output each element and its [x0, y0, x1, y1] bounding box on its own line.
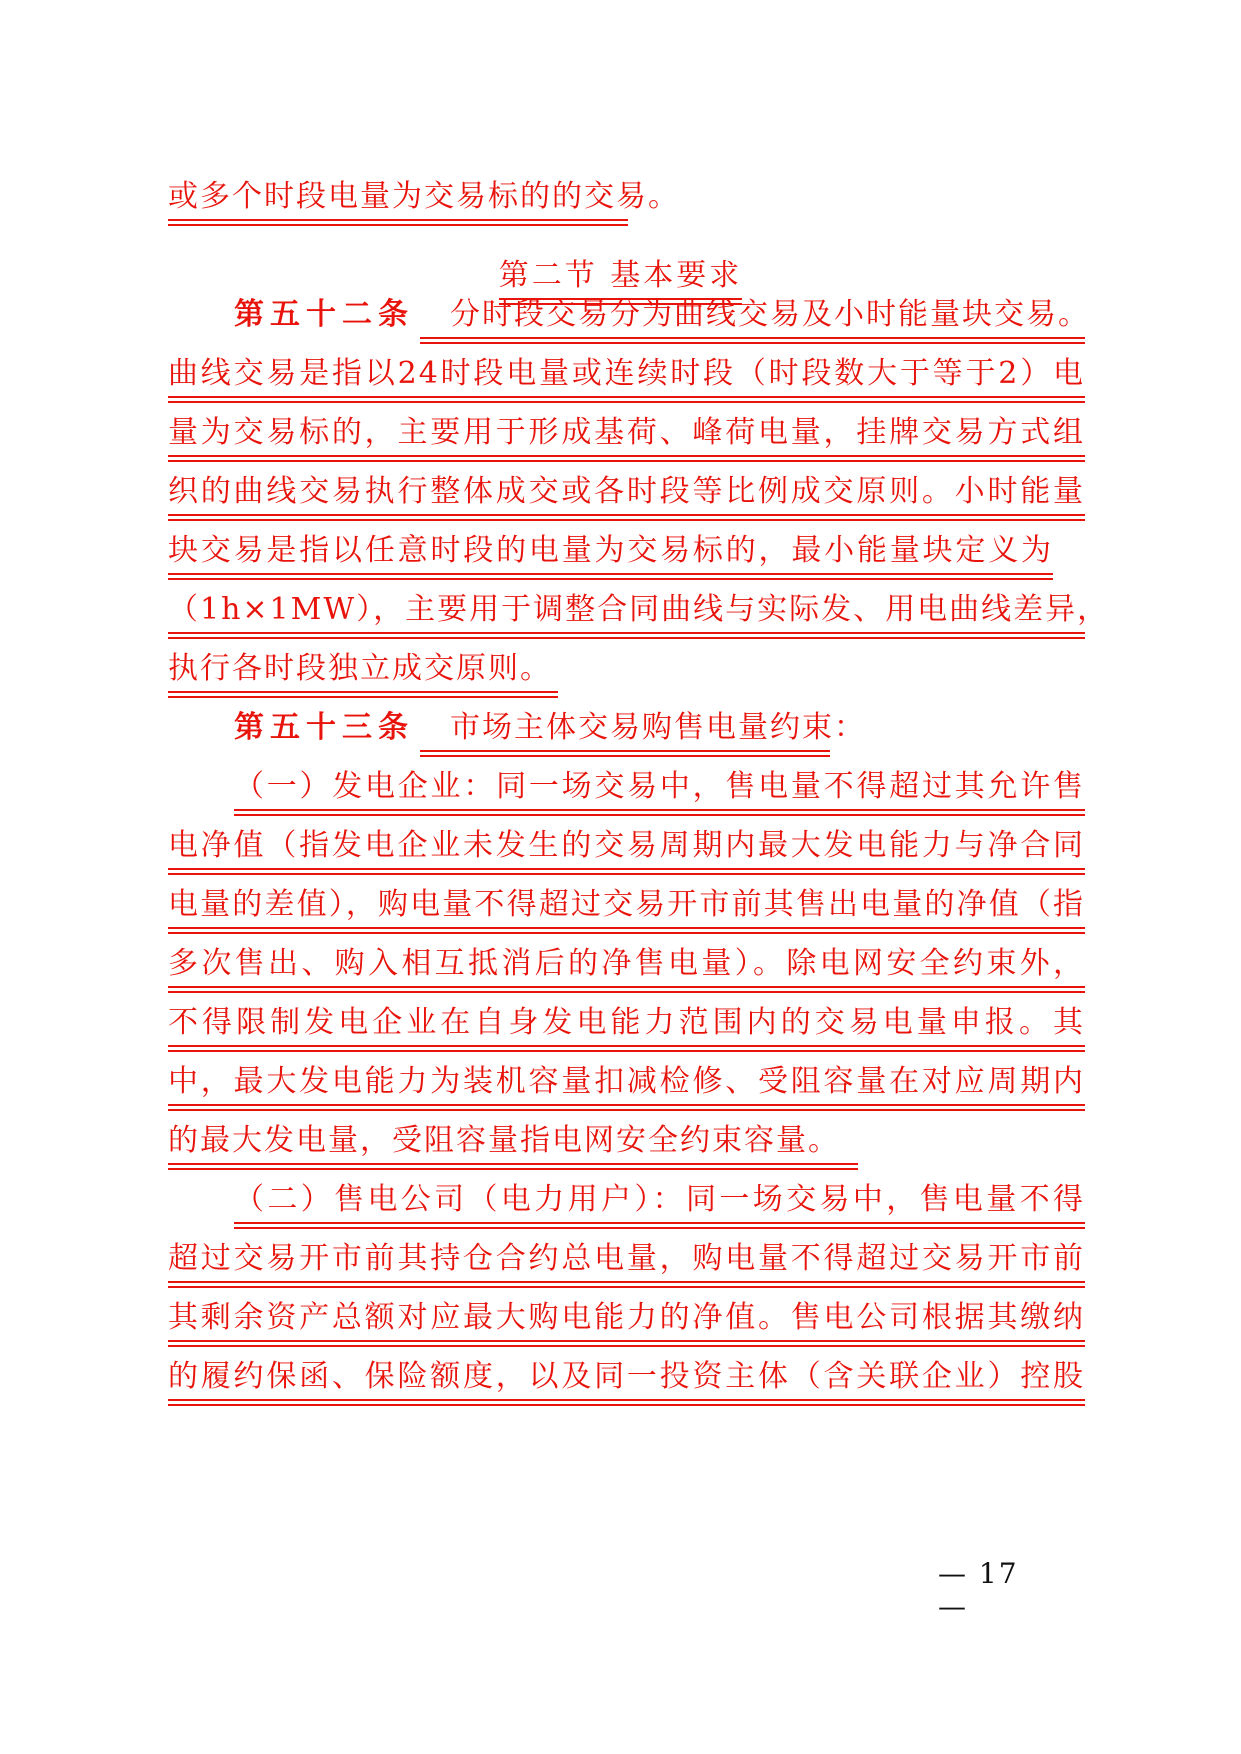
article-53-first-line	[168, 706, 1085, 758]
text-line	[168, 175, 680, 227]
text-line	[168, 942, 1085, 994]
text-line	[168, 647, 558, 699]
text-line	[234, 1178, 1085, 1230]
text-line	[168, 1237, 1085, 1289]
text-line	[168, 1060, 1085, 1112]
text-line	[234, 765, 1085, 817]
section-heading	[0, 254, 1241, 298]
text-line	[168, 529, 1053, 581]
article-53-line-2: 电净值（指发电企业未发生的交易周期内最大发电能力与净合同	[168, 828, 1085, 863]
article-52-first-line	[168, 293, 1090, 345]
text-line	[168, 1119, 858, 1171]
article-53-line-0: 市场主体交易购售电量约束：	[450, 710, 866, 745]
text-line	[168, 1355, 1085, 1407]
article-52-line-0: 分时段交易分为曲线交易及小时能量块交易。	[450, 297, 1090, 332]
article-52-line-3: 织的曲线交易执行整体成交或各时段等比例成交原则。小时能量	[168, 474, 1085, 509]
article-52-line-6: 执行各时段独立成交原则。	[168, 651, 552, 686]
article-53-line-4: 多次售出、购入相互抵消后的净售电量）。除电网安全约束外，	[168, 946, 1085, 981]
article-53-line-3: 电量的差值），购电量不得超过交易开市前其售出电量的净值（指	[168, 887, 1085, 922]
text-line	[168, 1001, 1085, 1053]
text-line	[168, 1296, 1085, 1348]
article-52-title: 第五十二条	[234, 297, 414, 332]
article-53-line-10: 其剩余资产总额对应最大购电能力的净值。售电公司根据其缴纳	[168, 1300, 1085, 1335]
text-line	[168, 352, 1085, 404]
paragraph-fragment: 或多个时段电量为交易标的的交易。	[168, 179, 680, 214]
text-line	[168, 470, 1085, 522]
article-52-line-5: （1h×1MW），主要用于调整合同曲线与实际发、用电曲线差异，	[168, 592, 1110, 627]
section-heading-text: 第二节 基本要求	[498, 258, 743, 293]
article-53-line-6: 中，最大发电能力为装机容量扣减检修、受阻容量在对应周期内	[168, 1064, 1085, 1099]
article-53-line-5: 不得限制发电企业在自身发电能力范围内的交易电量申报。其	[168, 1005, 1085, 1040]
text-line	[168, 588, 1110, 640]
text-line	[168, 883, 1085, 935]
article-53-line-8: （二）售电公司（电力用户）：同一场交易中，售电量不得	[234, 1182, 1085, 1217]
text-line	[168, 411, 1085, 463]
page-number: — 17 —	[938, 1557, 1019, 1623]
article-53-line-9: 超过交易开市前其持仓合约总电量，购电量不得超过交易开市前	[168, 1241, 1085, 1276]
article-52-line-1: 曲线交易是指以24时段电量或连续时段（时段数大于等于2）电	[168, 356, 1085, 391]
article-52-line-2: 量为交易标的，主要用于形成基荷、峰荷电量，挂牌交易方式组	[168, 415, 1085, 450]
article-53-line-7: 的最大发电量，受阻容量指电网安全约束容量。	[168, 1123, 840, 1158]
article-53-title: 第五十三条	[234, 710, 414, 745]
article-53-line-1: （一）发电企业：同一场交易中，售电量不得超过其允许售	[234, 769, 1085, 804]
article-53-line-11: 的履约保函、保险额度，以及同一投资主体（含关联企业）控股	[168, 1359, 1085, 1394]
text-line	[168, 824, 1085, 876]
article-52-line-4: 块交易是指以任意时段的电量为交易标的，最小能量块定义为	[168, 533, 1053, 568]
